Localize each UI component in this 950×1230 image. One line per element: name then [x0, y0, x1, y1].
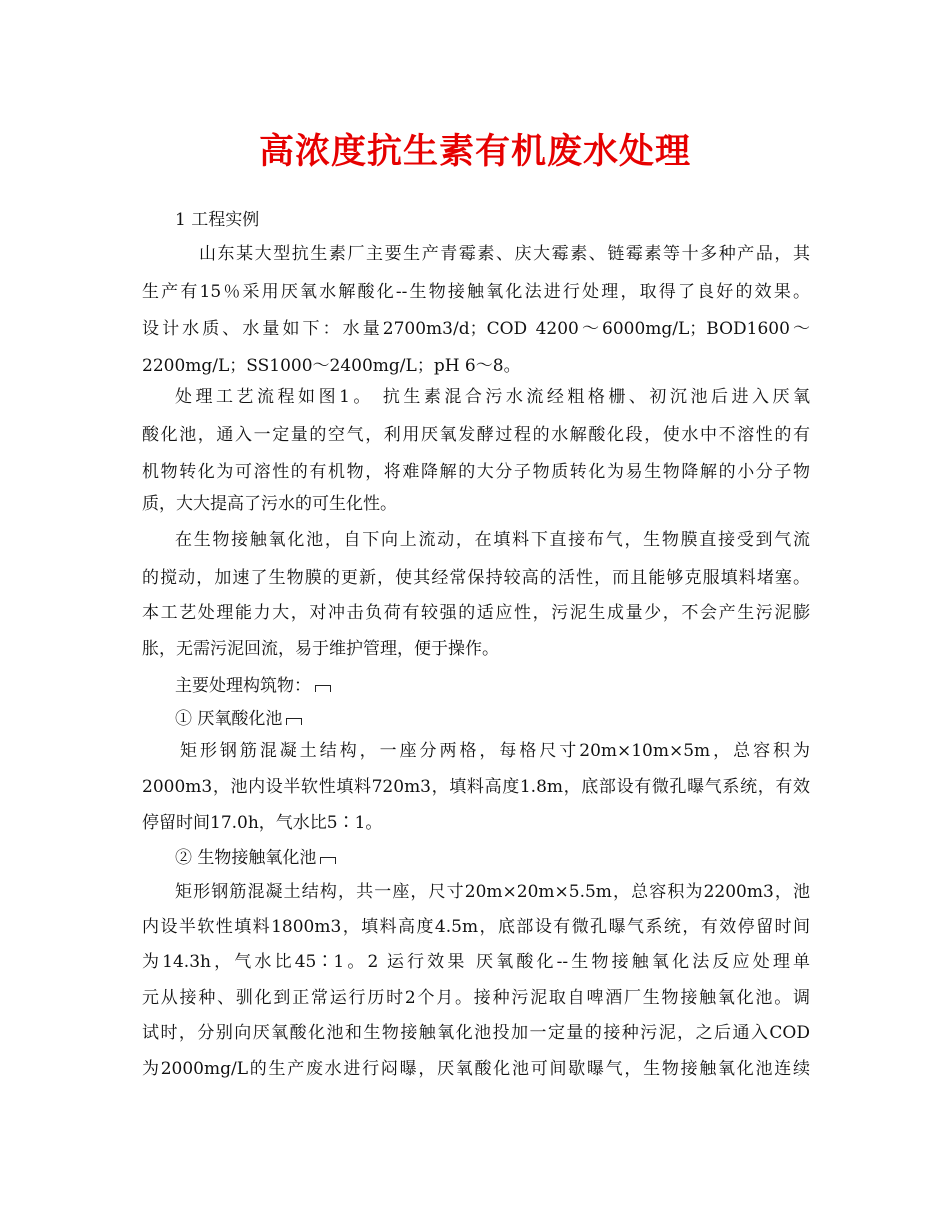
list-item-heading: ② 生物接触氧化池	[175, 848, 317, 868]
paragraph-line: 处理工艺流程如图1。 抗生素混合污水流经粗格栅、初沉池后进入厌氧	[175, 387, 810, 407]
paragraph-line	[175, 674, 331, 698]
paragraph-line: 元从接种、驯化到正常运行历时2个月。接种污泥取自啤酒厂生物接触氧化池。调	[142, 988, 810, 1008]
paragraph-line: 2200mg/L；SS1000～2400mg/L；pH 6～8。	[142, 356, 521, 376]
paragraph-line	[175, 707, 302, 731]
paragraph-line: 矩形钢筋混凝土结构，共一座，尺寸20m×20m×5.5m，总容积为2200m3，池	[175, 882, 810, 902]
paragraph-line: 矩形钢筋混凝土结构，一座分两格，每格尺寸20m×10m×5m，总容积为	[180, 741, 810, 761]
paragraph-line: 机物转化为可溶性的有机物，将难降解的大分子物质转化为易生物降解的小分子物	[142, 462, 810, 482]
paragraph-line: 酸化池，通入一定量的空气，利用厌氧发酵过程的水解酸化段，使水中不溶性的有	[142, 425, 810, 445]
paragraph-line: 在生物接触氧化池，自下向上流动，在填料下直接布气，生物膜直接受到气流	[175, 530, 810, 550]
document-title: 高浓度抗生素有机废水处理	[258, 131, 691, 172]
paragraph-line: 本工艺处理能力大，对冲击负荷有较强的适应性，污泥生成量少，不会产生污泥膨	[142, 603, 810, 623]
paragraph-line: 停留时间17.0h，气水比5∶1。	[142, 813, 383, 833]
list-heading: 主要处理构筑物：	[175, 676, 311, 696]
paragraph-line: 为14.3h，气水比45∶1。2 运行效果 厌氧酸化--生物接触氧化法反应处理单	[142, 952, 810, 972]
format-mark-icon	[320, 857, 336, 864]
paragraph-line: 为2000mg/L的生产废水进行闷曝，厌氧酸化池可间歇曝气，生物接触氧化池连续	[142, 1059, 810, 1079]
format-mark-icon	[286, 718, 302, 725]
format-mark-icon	[315, 685, 331, 692]
paragraph-line: 胀，无需污泥回流，易于维护管理，便于操作。	[142, 639, 499, 659]
paragraph-line: 内设半软性填料1800m3，填料高度4.5m，底部设有微孔曝气系统，有效停留时间	[142, 917, 810, 937]
paragraph-line: 试时，分别向厌氧酸化池和生物接触氧化池投加一定量的接种污泥，之后通入COD	[142, 1023, 810, 1043]
paragraph-line: 的搅动，加速了生物膜的更新，使其经常保持较高的活性，而且能够克服填料堵塞。	[142, 568, 810, 588]
list-item-heading: ① 厌氧酸化池	[175, 709, 283, 729]
paragraph-line: 2000m3，池内设半软性填料720m3，填料高度1.8m，底部设有微孔曝气系统，有效	[142, 777, 810, 797]
paragraph-line: 山东某大型抗生素厂主要生产青霉素、庆大霉素、链霉素等十多种产品，其	[199, 244, 810, 264]
paragraph-line	[175, 846, 336, 870]
paragraph-line: 设计水质、水量如下：水量2700m3/d；COD 4200～6000mg/L；BOD1600～	[142, 319, 810, 339]
paragraph-line: 生产有15％采用厌氧水解酸化--生物接触氧化法进行处理，取得了良好的效果。	[142, 282, 810, 302]
section-heading: 1 工程实例	[175, 210, 260, 230]
paragraph-line: 质，大大提高了污水的可生化性。	[142, 494, 397, 514]
